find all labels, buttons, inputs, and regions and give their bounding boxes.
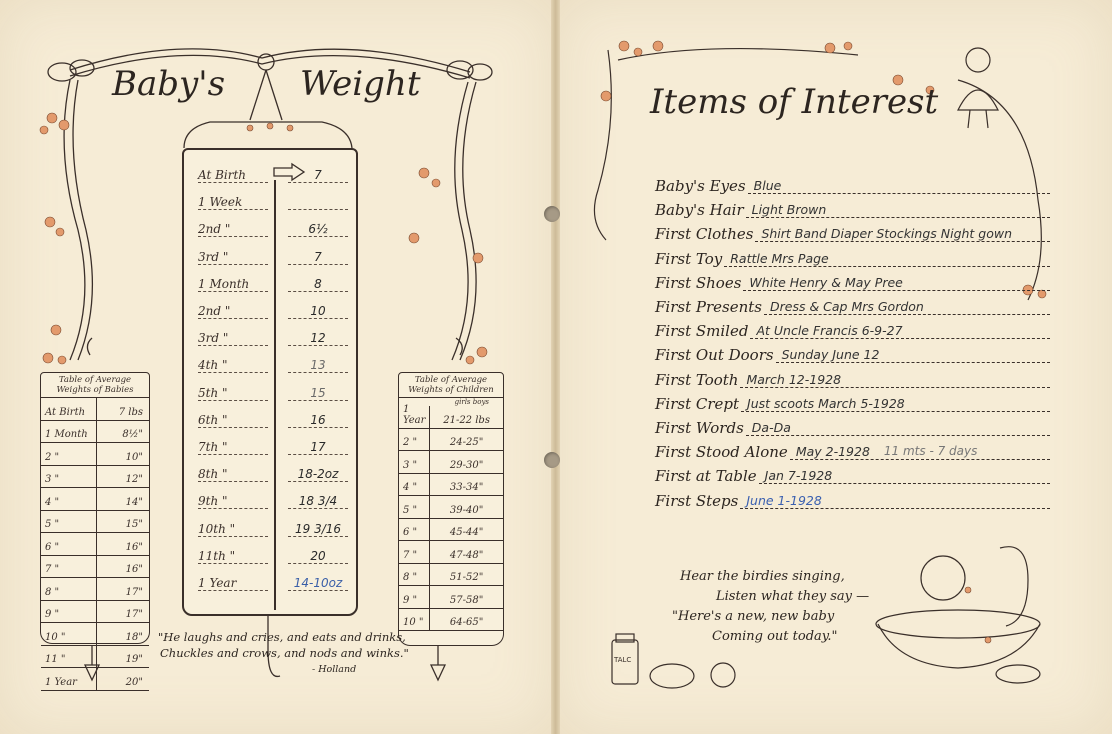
table-row	[41, 466, 149, 489]
item-fill-line	[776, 362, 1050, 363]
weight-chart-row	[192, 378, 348, 404]
weight-chart-row-value: 16	[288, 413, 348, 428]
table-cell-age: 4 "	[41, 488, 97, 510]
weight-chart-row-value: 18-2oz	[288, 467, 348, 482]
item-of-interest-row	[655, 392, 1050, 416]
table-cell-weight: 15"	[125, 519, 143, 530]
item-of-interest-row	[655, 247, 1050, 271]
item-fill-line	[764, 314, 1050, 315]
weight-chart-row-label: 11th "	[198, 549, 268, 564]
weight-chart-row	[192, 486, 348, 512]
table-cell-weight: 21-22 lbs	[443, 414, 490, 426]
item-of-interest-row	[655, 271, 1050, 295]
weight-chart-row	[192, 296, 348, 322]
table-cell-age: 5 "	[399, 496, 430, 518]
table-cell-age: 6 "	[399, 519, 430, 541]
table-cell-age: 10 "	[41, 623, 97, 645]
weight-chart-row-label: 1 Year	[198, 576, 268, 591]
table-cell-weight: 18"	[125, 631, 143, 643]
table-row	[399, 564, 503, 587]
table-cell-age: 6 "	[41, 533, 97, 555]
table-cell-age: 8 "	[399, 564, 430, 586]
item-of-interest-row	[655, 222, 1050, 246]
children-table-heading: Table of Average Weights of Children	[399, 373, 503, 398]
table-cell-age: 11 "	[41, 646, 97, 668]
item-label: First Steps	[655, 491, 739, 510]
item-label: First Shoes	[655, 273, 742, 292]
weight-chart-row	[192, 514, 348, 540]
item-fill-line	[740, 508, 1050, 509]
item-fill-line	[750, 338, 1050, 339]
item-fill-line	[740, 387, 1050, 388]
table-cell-age: 9 "	[399, 586, 430, 608]
weight-chart-row-value: 10	[288, 304, 348, 319]
talc-jar-label: TALC	[614, 656, 632, 664]
table-cell-age: 1 Year	[399, 406, 430, 428]
table-cell-age: 3 "	[41, 466, 97, 488]
table-row	[399, 474, 503, 497]
item-label: Baby's Eyes	[655, 177, 746, 195]
table-row	[399, 451, 503, 474]
item-value: Jan 7-1928	[764, 468, 833, 484]
table-cell-weight: 16"	[125, 541, 143, 553]
table-row	[399, 429, 503, 452]
table-cell-age: 5 "	[41, 511, 97, 533]
weight-chart-row-label: 9th "	[198, 494, 268, 509]
title-babys: Baby's	[112, 64, 226, 104]
poem-line-1: Hear the birdies singing,	[680, 569, 845, 584]
weight-chart-row	[192, 187, 348, 213]
quote-line-2: Chuckles and crows, and nods and winks."	[160, 646, 409, 660]
table-cell-age: 7 "	[41, 556, 97, 578]
table-cell-weight: 24-25"	[449, 437, 484, 448]
weight-chart-row-label: 1 Month	[198, 277, 268, 292]
table-cell-weight: 19"	[125, 654, 143, 665]
table-cell-weight: 17"	[125, 609, 143, 620]
weight-chart-row	[192, 459, 348, 485]
item-label: First Toy	[655, 249, 723, 268]
babies-table-heading: Table of Average Weights of Babies	[41, 373, 149, 398]
table-cell-weight: 14"	[125, 496, 143, 508]
weight-chart-row	[192, 269, 348, 295]
item-label: First Tooth	[655, 370, 739, 389]
item-fill-line	[746, 435, 1050, 436]
weight-chart-row-value: 7	[288, 250, 348, 265]
table-cell-weight: 16"	[125, 564, 143, 575]
table-row	[399, 403, 503, 429]
table-row	[41, 601, 149, 624]
weight-chart-row	[192, 160, 348, 186]
item-fill-line	[743, 290, 1050, 291]
table-cell-age: 3 "	[399, 451, 430, 473]
children-table-subheading: girls boys	[454, 398, 489, 406]
item-value: Blue	[753, 178, 782, 193]
quote-author: - Holland	[312, 664, 357, 675]
item-fill-line	[759, 483, 1050, 484]
weight-chart-row-value	[288, 209, 348, 210]
table-row	[399, 541, 503, 564]
table-cell-age: 8 "	[41, 578, 97, 600]
item-value: Light Brown	[751, 202, 827, 218]
table-row	[41, 578, 149, 601]
item-fill-line	[746, 217, 1050, 218]
item-fill-line	[755, 241, 1050, 242]
item-of-interest-row	[655, 464, 1050, 488]
item-label: First at Table	[655, 467, 757, 486]
item-value: May 2-1928	[795, 444, 870, 460]
item-value: At Uncle Francis 6-9-27	[756, 323, 903, 339]
weight-chart-row	[192, 242, 348, 268]
table-cell-age: 1 Year	[41, 668, 97, 690]
table-row	[399, 586, 503, 609]
weight-chart-row-value: 18 3/4	[288, 494, 348, 509]
table-cell-weight: 33-34"	[449, 482, 484, 493]
table-cell-weight: 51-52"	[449, 572, 484, 583]
item-label: Baby's Hair	[655, 201, 744, 220]
weight-chart-row-label: 6th "	[198, 413, 268, 428]
item-of-interest-row	[655, 368, 1050, 392]
table-row	[41, 533, 149, 556]
item-value: March 12-1928	[746, 371, 842, 387]
weight-chart-row-label: 3rd "	[198, 250, 268, 265]
weight-chart-row-value: 19 3/16	[288, 522, 348, 537]
table-row	[41, 646, 149, 669]
item-of-interest-row	[655, 174, 1050, 198]
table-cell-age: 7 "	[399, 541, 430, 563]
weight-chart-row	[192, 541, 348, 567]
table-row	[41, 556, 149, 579]
weight-chart-row-value: 6½	[288, 222, 348, 237]
item-value: Da-Da	[751, 420, 791, 435]
item-value: Just scoots March 5-1928	[747, 395, 905, 411]
table-cell-weight: 8½"	[122, 429, 143, 440]
table-cell-age: At Birth	[41, 398, 97, 420]
weight-chart-row-value: 14-10oz	[288, 576, 348, 591]
weight-chart-row-label: 8th "	[198, 467, 268, 482]
item-label: First Words	[655, 419, 744, 437]
item-value: June 1-1928	[746, 492, 822, 508]
item-of-interest-row	[655, 198, 1050, 222]
item-label: First Smiled	[655, 322, 749, 341]
table-row	[41, 488, 149, 511]
poem-line-2: Listen what they say —	[716, 589, 870, 604]
table-cell-weight: 17"	[125, 586, 143, 598]
item-label: First Crept	[655, 394, 740, 413]
table-cell-weight: 29-30"	[449, 459, 484, 471]
weight-chart-row-value: 7	[288, 168, 348, 183]
table-row	[41, 511, 149, 534]
item-value: Rattle Mrs Page	[730, 250, 829, 266]
weight-chart-row-label: 10th "	[198, 522, 268, 537]
item-value: Sunday June 12	[781, 347, 880, 363]
item-fill-line	[741, 411, 1050, 412]
item-of-interest-row	[655, 489, 1050, 513]
item-value: Shirt Band Diaper Stockings Night gown	[761, 226, 1013, 242]
table-cell-age: 9 "	[41, 601, 97, 623]
table-row	[41, 623, 149, 646]
weight-chart-row-label: At Birth	[198, 168, 268, 183]
table-row	[41, 398, 149, 421]
weight-chart-row-label: 7th "	[198, 440, 268, 455]
table-cell-age: 4 "	[399, 474, 430, 496]
table-cell-age: 2 "	[399, 429, 430, 451]
weight-chart-row-label: 1 Week	[198, 195, 268, 210]
poem-line-4: Coming out today."	[712, 629, 838, 644]
weight-chart-row	[192, 432, 348, 458]
table-cell-weight: 47-48"	[449, 549, 484, 561]
weight-chart-row-value: 15	[288, 386, 348, 401]
item-label: First Out Doors	[655, 346, 774, 365]
table-cell-weight: 57-58"	[449, 594, 484, 606]
table-cell-weight: 39-40"	[449, 504, 484, 516]
weight-chart-row-label: 3rd "	[198, 331, 268, 346]
weight-chart-row-label: 2nd "	[198, 304, 268, 319]
item-of-interest-row	[655, 295, 1050, 319]
table-row	[399, 519, 503, 542]
item-fill-line	[748, 193, 1050, 194]
weight-chart-row	[192, 405, 348, 431]
item-value: Dress & Cap Mrs Gordon	[769, 299, 924, 314]
weight-chart-row	[192, 350, 348, 376]
items-of-interest-title: Items of Interest	[650, 82, 939, 122]
item-fill-line	[724, 266, 1050, 267]
table-cell-weight: 64-65"	[449, 617, 484, 628]
table-cell-age: 2 "	[41, 443, 97, 465]
table-row	[399, 496, 503, 519]
arrow-icon	[272, 162, 306, 182]
weight-chart-row-label: 5th "	[198, 386, 268, 401]
weight-chart	[182, 148, 358, 616]
poem-line-3: "Here's a new, new baby	[672, 609, 835, 624]
table-row	[399, 609, 503, 632]
children-weight-table	[398, 372, 504, 646]
table-cell-age: 10 "	[399, 609, 430, 631]
table-cell-weight: 45-44"	[449, 527, 484, 538]
table-cell-weight: 12"	[125, 474, 143, 485]
table-row	[41, 668, 149, 691]
babies-weight-table	[40, 372, 150, 688]
weight-chart-row-value: 12	[288, 331, 348, 346]
item-extra-note: 11 mts - 7 days	[883, 444, 978, 459]
weight-chart-row-value: 17	[288, 440, 348, 455]
table-cell-weight: 10"	[125, 451, 143, 463]
weight-chart-row-value: 13	[288, 358, 348, 373]
item-label: First Clothes	[655, 225, 754, 244]
weight-chart-row	[192, 568, 348, 594]
table-cell-weight: 20"	[125, 676, 143, 688]
weight-chart-row-label: 2nd "	[198, 222, 268, 237]
item-of-interest-row	[655, 440, 1050, 464]
item-label: First Stood Alone	[655, 443, 788, 462]
item-of-interest-row	[655, 416, 1050, 440]
title-weight: Weight	[300, 64, 421, 104]
quote-line-1: "He laughs and cries, and eats and drinks,	[158, 630, 406, 644]
weight-chart-row	[192, 323, 348, 349]
item-fill-line	[790, 459, 1050, 460]
table-cell-weight: 7 lbs	[118, 406, 143, 418]
table-row	[41, 421, 149, 444]
weight-chart-row-value: 20	[288, 549, 348, 564]
item-of-interest-row	[655, 319, 1050, 343]
weight-chart-row-label: 4th "	[198, 358, 268, 373]
weight-chart-row	[192, 214, 348, 240]
item-of-interest-row	[655, 343, 1050, 367]
table-cell-age: 1 Month	[41, 421, 97, 443]
table-row	[41, 443, 149, 466]
weight-chart-row-value: 8	[288, 277, 348, 292]
item-label: First Presents	[655, 298, 762, 316]
item-value: White Henry & May Pree	[749, 274, 903, 290]
